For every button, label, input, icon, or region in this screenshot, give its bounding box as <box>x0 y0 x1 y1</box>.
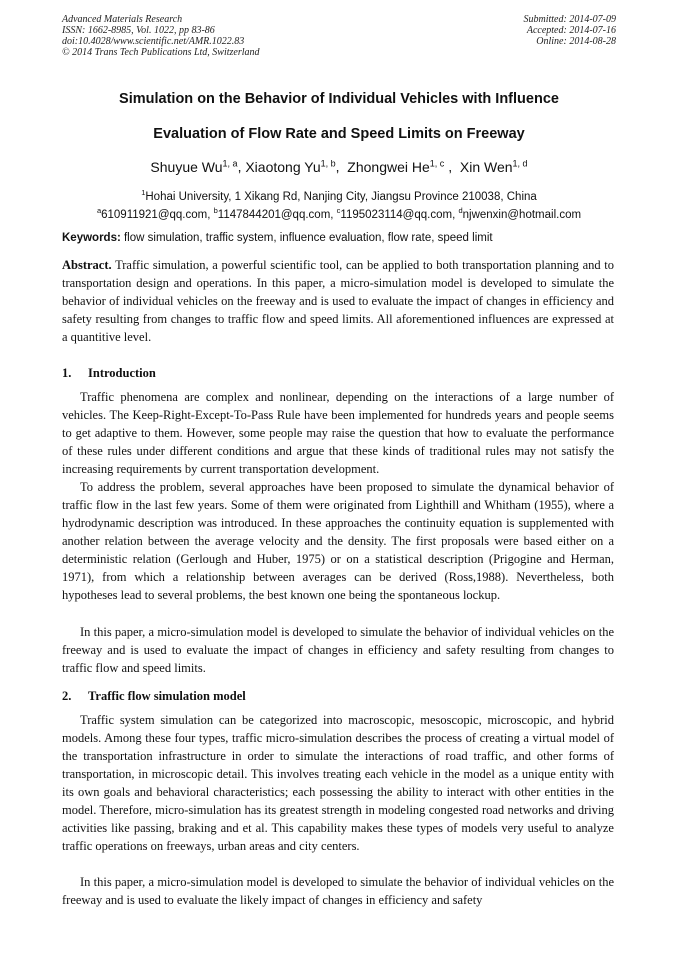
author-list <box>30 158 648 175</box>
journal-doi[interactable]: doi:10.4028/www.scientific.net/AMR.1022.83 <box>62 36 245 47</box>
email-link[interactable]: 1147844201@qq.com <box>217 208 331 221</box>
abstract-text: Traffic simulation, a powerful scientific tool, can be applied to both transportation planning and to transportation design and operations. In this paper, a micro-simulation model is developed to simulate the behavior of individual vehicles on the freeway and is used to evaluate the impact of changes in efficiency and safety resulting from changes to traffic flow and speed limits. All aforementioned influences are expressed at a quantitive level. <box>62 258 614 344</box>
author-name: Xin Wen <box>459 158 513 175</box>
submitted-date: Submitted: 2014-07-09 <box>523 14 616 25</box>
author <box>347 159 444 175</box>
abstract <box>62 256 614 346</box>
author-affiliation-mark: 1, c <box>429 158 445 168</box>
accepted-date: Accepted: 2014-07-16 <box>526 25 616 36</box>
author-affiliation-mark: 1, a <box>222 158 238 168</box>
paper-title-line1: Simulation on the Behavior of Individual Vehicles with Influence <box>119 91 559 107</box>
section-number: 1. <box>62 366 72 380</box>
author-affiliation-mark: 1, b <box>320 158 336 168</box>
affiliation <box>30 188 648 203</box>
email-separator: , <box>207 208 214 221</box>
abstract-label: Abstract. <box>62 258 112 272</box>
email-list <box>30 206 648 221</box>
affiliation-text: Hohai University, 1 Xikang Rd, Nanjing City, Jiangsu Province 210038, China <box>145 190 537 203</box>
copyright: © 2014 Trans Tech Publications Ltd, Switzerland <box>62 47 260 58</box>
paragraph: Traffic system simulation can be categorized into macroscopic, mesoscopic, microscopic, and hybrid models. Among these four types, traffic micro-simulation describes the process of creating a virtual model of the transportation infrastructure in order to simulate the interactions of road traffic, and other forms of transportation, in microscopic detail. This involves treating each vehicle in the model as a unique entity with its own goals and behavioral characteristics; each possessing the ability to interact with other entities in the model. Therefore, micro-simulation has its greatest strength in modeling congested road networks and driving activities like passing, braking and et al. This capability makes these types of models very useful to analyze traffic operations on freeways, urban areas and city centers. <box>62 713 614 853</box>
email-mark: b <box>213 206 218 215</box>
email-separator: , <box>452 208 459 221</box>
journal-name: Advanced Materials Research <box>62 14 183 25</box>
author-separator: , <box>444 158 460 175</box>
online-date: Online: 2014-08-28 <box>536 36 616 47</box>
author-name: Zhongwei He <box>347 158 430 175</box>
paper-title-line2: Evaluation of Flow Rate and Speed Limits on Freeway <box>153 126 525 142</box>
section-number: 2. <box>62 689 72 703</box>
author-separator: , <box>237 158 246 175</box>
email-separator: , <box>330 208 337 221</box>
email-link[interactable]: 610911921@qq.com <box>101 208 208 221</box>
journal-info <box>62 14 260 58</box>
email-mark: a <box>96 206 102 215</box>
section-title: Traffic flow simulation model <box>88 689 246 703</box>
author <box>150 159 237 175</box>
paragraph: To address the problem, several approaches have been proposed to simulate the dynamical behavior of traffic flow in the last few years. Some of them were originated from Lighthill and Whitham (1955), where a hydrodynamic description was introduced. In these approaches the continuity equation is supplemented with another relation between the average velocity and the density. The first proposals were based either on a deterministic relation (Gerlough and Huber, 1975) or on a statistical description (Prigogine and Herman, 1971), from which a relationship between averages can be derived (Ross,1988). Nevertheless, both hypotheses lead to several problems, the best known one being the spontaneous lockup. <box>62 480 614 602</box>
section-heading-model <box>62 689 246 704</box>
email-mark: d <box>458 206 463 215</box>
journal-issn: ISSN: 1662-8985, Vol. 1022, pp 83-86 <box>62 25 215 36</box>
email-link[interactable]: 1195023114@qq.com <box>340 208 453 221</box>
email-link[interactable]: njwenxin@hotmail.com <box>462 208 582 221</box>
author-name: Xiaotong Yu <box>245 158 321 175</box>
author-name: Shuyue Wu <box>150 158 223 175</box>
author <box>245 159 335 175</box>
keywords-text: flow simulation, traffic system, influence evaluation, flow rate, speed limit <box>120 232 493 244</box>
keywords <box>62 232 616 244</box>
section-title: Introduction <box>88 366 156 380</box>
paragraph: Traffic phenomena are complex and nonlinear, depending on the interactions of a large number of vehicles. The Keep-Right-Except-To-Pass Rule have been implemented for hundreds years and people seems to get adaptive to them. However, some people may raise the question that how to evaluate the performance of these rules under different conditions and argue that these kinds of traditional rules may not satisfy the increasing requirements by current transportation development. <box>62 390 614 476</box>
affiliation-mark: 1 <box>141 188 146 197</box>
keywords-label: Keywords: <box>62 232 121 244</box>
email-mark: c <box>336 206 341 215</box>
author-separator: , <box>335 158 348 175</box>
author <box>460 159 528 175</box>
paragraph: In this paper, a micro-simulation model is developed to simulate the behavior of individual vehicles on the freeway and is used to evaluate the impact of changes in efficiency and safety resulting from changes to traffic flow and speed limits. <box>62 625 614 675</box>
section-heading-introduction <box>62 366 156 381</box>
paragraph: In this paper, a micro-simulation model is developed to simulate the behavior of individual vehicles on the freeway and is used to evaluate the likely impact of changes in efficiency and safety <box>62 875 614 907</box>
author-affiliation-mark: 1, d <box>512 158 528 168</box>
publication-dates <box>524 14 617 47</box>
